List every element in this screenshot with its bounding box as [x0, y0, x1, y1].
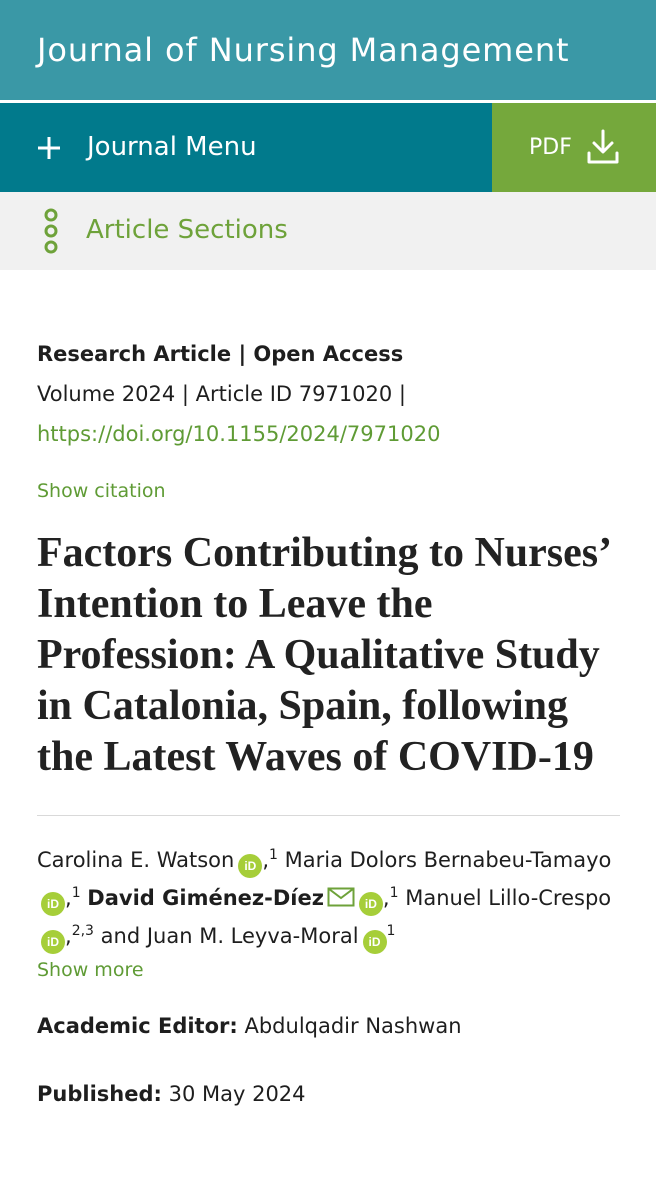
plus-icon	[38, 137, 60, 159]
orcid-icon[interactable]: iD	[41, 930, 65, 954]
journal-menu-button[interactable]	[0, 103, 492, 192]
academic-editor-name: Abdulqadir Nashwan	[244, 1014, 462, 1038]
pdf-label: PDF	[529, 135, 572, 160]
published-label: Published:	[37, 1082, 162, 1106]
volume-info: Volume 2024 | Article ID 7971020 |	[37, 382, 407, 406]
author-conjunction: and	[100, 924, 141, 948]
article-content	[37, 330, 622, 1109]
published-date	[37, 1079, 622, 1109]
article-type: Research Article | Open Access	[37, 342, 404, 366]
article-title: Factors Contributing to Nurses’ Intention to Leave the Profession: A Qualitative Study in Catalonia, Spain, following the Latest Waves of COVID-19	[37, 530, 610, 780]
doi-link[interactable]: https://doi.org/10.1155/2024/7971020	[37, 422, 441, 446]
journal-header	[0, 0, 656, 100]
author-name[interactable]: Carolina E. Watson iD ,$^1$	[37, 848, 278, 872]
menu-bar	[0, 103, 656, 192]
corresponding-author-name[interactable]: David Giménez-Díez iD ,$^1$	[87, 886, 398, 910]
article-sections-label: Article Sections	[86, 215, 288, 245]
download-icon	[586, 129, 620, 165]
academic-editor-label: Academic Editor:	[37, 1014, 238, 1038]
author-name[interactable]: Juan M. Leyva-Moral $iD^1$	[147, 924, 396, 948]
orcid-icon[interactable]: iD	[359, 892, 383, 916]
journal-title[interactable]: Journal of Nursing Management	[37, 31, 570, 69]
academic-editor	[37, 1011, 622, 1041]
author-name[interactable]: Manuel Lillo-CrespoiD ,$^{2,3}$	[37, 886, 611, 948]
show-citation-link[interactable]: Show citation	[37, 480, 166, 502]
orcid-icon[interactable]: iD	[238, 854, 262, 878]
orcid-icon[interactable]: iD	[41, 892, 65, 916]
pdf-download-button[interactable]	[492, 103, 656, 192]
vertical-dots-icon	[42, 208, 60, 254]
published-value: 30 May 2024	[168, 1082, 306, 1106]
author-name[interactable]: Maria Dolors Bernabeu-TamayoiD ,$^1$	[37, 848, 611, 910]
journal-menu-label: Journal Menu	[87, 132, 257, 162]
show-more-link[interactable]: Show more	[37, 959, 144, 981]
author-list	[37, 841, 622, 955]
divider	[37, 815, 620, 816]
mail-icon[interactable]	[327, 887, 355, 907]
orcid-icon[interactable]: iD	[363, 930, 387, 954]
